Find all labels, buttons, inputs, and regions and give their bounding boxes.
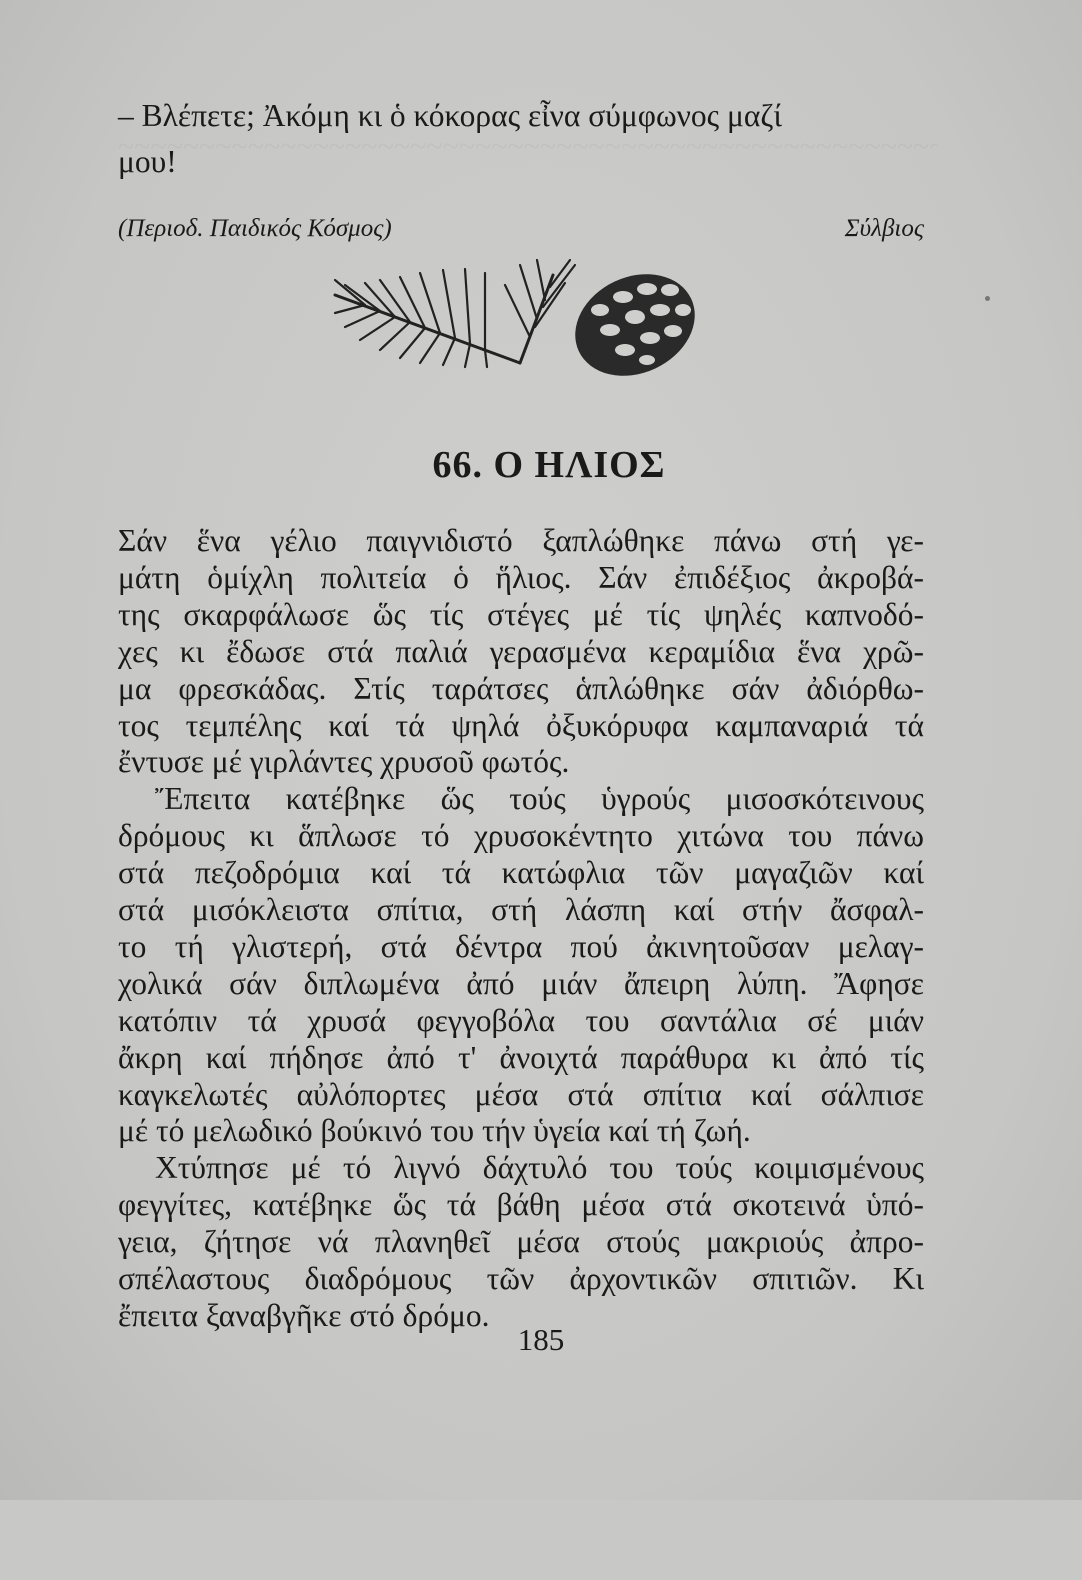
body-line: της σκαρφάλωσε ὥς τίς στέγες μέ τίς ψηλές καπνοδό- (118, 596, 924, 632)
chapter-title: 66. Ο ΗΛΙΟΣ (432, 444, 666, 486)
body-line-indented: Χτύπησε μέ τό λιγνό δάχτυλό του τούς κοιμισμένους (155, 1150, 924, 1186)
paper-speck (985, 296, 990, 301)
author-name: Σύλβιος (844, 215, 924, 242)
body-line: γεια, ζήτησε νά πλανηθεῖ μέσα στούς μακριούς ἀπρο- (118, 1224, 924, 1260)
dialogue-line-1: – Βλέπετε; Ἀκόμη κι ὁ κόκορας εἶνα σύμφωνος μαζί (118, 98, 782, 133)
body-line: σπέλαστους διαδρόμους τῶν ἀρχοντικῶν σπιτιῶν. Κι (118, 1261, 924, 1296)
body-line: Σάν ἕνα γέλιο παιγνιδιστό ξαπλώθηκε πάνω στή γε- (118, 523, 924, 558)
body-line: ἄκρη καί πήδησε ἀπό τ' ἀνοιχτά παράθυρα κι ἀπό τίς (118, 1039, 924, 1075)
body-line: μα φρεσκάδας. Στίς ταράτσες ἁπλώθηκε σάν ἀδιόρθω- (118, 670, 924, 706)
body-line: το τή γλιστερή, στά δέντρα πού ἀκινητοῦσαν μελαγ- (118, 928, 924, 964)
body-line: μέ τό μελωδικό βούκινό του τήν ὑγεία καί τή ζωή. (118, 1113, 751, 1149)
body-line: χες κι ἔδωσε στά παλιά γερασμένα κεραμίδια ἕνα χρῶ- (118, 633, 924, 669)
body-line: ἔντυσε μέ γιρλάντες χρυσοῦ φωτός. (118, 744, 570, 780)
source-citation: (Περιοδ. Παιδικός Κόσμος) (118, 215, 392, 242)
pine-cone (559, 255, 712, 380)
body-line: κατόπιν τά χρυσά φεγγοβόλα του σαντάλια σέ μιάν (118, 1002, 924, 1038)
body-line: στά μισόκλειστα σπίτια, στή λάσπη καί στήν ἄσφαλ- (118, 892, 924, 927)
body-line: καγκελωτές αὐλόπορτες μέσα στά σπίτια καί σάλπισε (118, 1076, 924, 1112)
body-line: μάτη ὁμίχλη πολιτεία ὁ ἥλιος. Σάν ἐπιδέξιος ἀκροβά- (118, 559, 924, 595)
dialogue-line-2: μου! (118, 144, 177, 179)
body-line-indented: Ἔπειτα κατέβηκε ὥς τούς ὑγρούς μισοσκότεινους (155, 781, 924, 817)
body-line: δρόμους κι ἅπλωσε τό χρυσοκέντητο χιτώνα του πάνω (118, 818, 924, 854)
body-line: χολικά σάν διπλωμένα ἀπό μιάν ἄπειρη λύπη. Ἄφησε (118, 965, 924, 1001)
body-line: φεγγίτες, κατέβηκε ὥς τά βάθη μέσα στά σκοτεινά ὑπό- (118, 1187, 924, 1223)
page-number: 185 (517, 1322, 565, 1357)
pine-branch-and-cone-icon (325, 255, 715, 380)
body-line: ἔπειτα ξαναβγῆκε στό δρόμο. (118, 1297, 490, 1333)
body-line: τος τεμπέλης καί τά ψηλά ὀξυκόρυφα καμπαναριά τά (118, 707, 924, 743)
body-line: στά πεζοδρόμια καί τά κατώφλια τῶν μαγαζιῶν καί (118, 855, 924, 891)
